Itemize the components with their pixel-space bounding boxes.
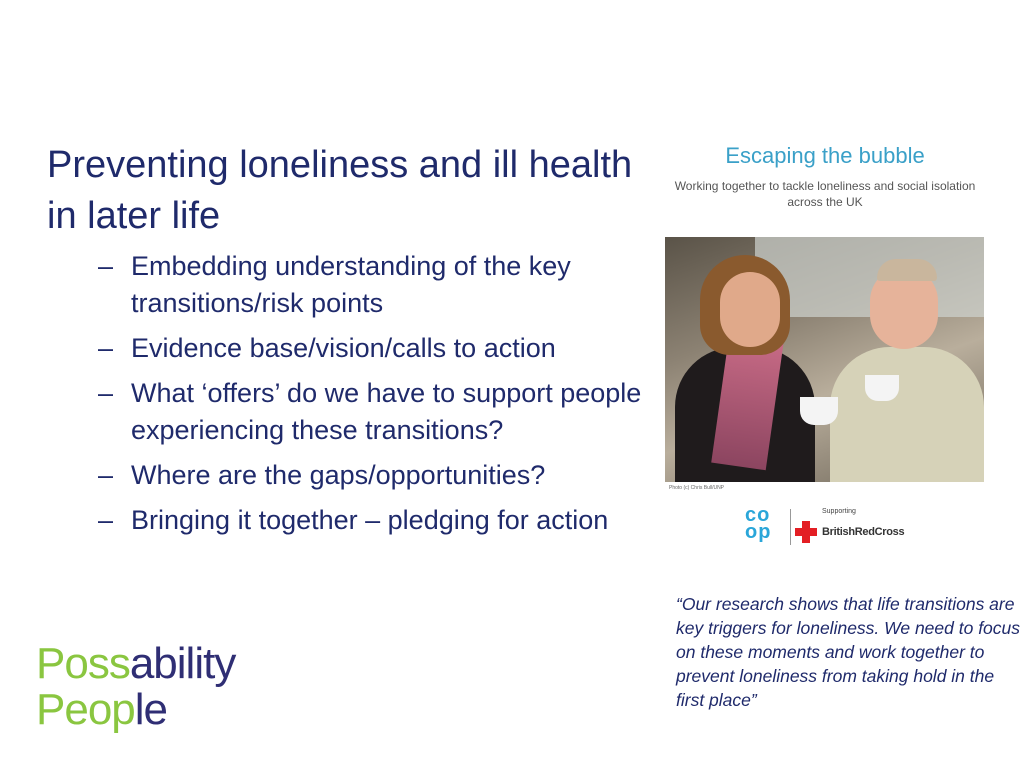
bullet-dash: – bbox=[98, 333, 114, 363]
slide-title: Preventing loneliness and ill health in later life bbox=[47, 144, 633, 237]
bullet-dash: – bbox=[98, 251, 114, 281]
coop-logo: co op bbox=[745, 504, 772, 543]
bullet-dash: – bbox=[98, 460, 114, 490]
possability-people-logo bbox=[36, 641, 235, 733]
bullet-text: Bringing it together – pledging for action bbox=[131, 505, 609, 535]
bullet-item bbox=[98, 502, 658, 539]
photo-figure bbox=[877, 259, 937, 281]
bullet-text: Where are the gaps/opportunities? bbox=[131, 460, 546, 490]
logo-text: Peop bbox=[36, 685, 135, 734]
bullet-text: What ‘offers’ do we have to support people experiencing these transitions? bbox=[131, 378, 642, 445]
logo-text: le bbox=[134, 685, 168, 734]
supporting-label: Supporting bbox=[822, 508, 856, 515]
bullet-item bbox=[98, 457, 658, 494]
report-subtitle: Working together to tackle loneliness and social isolation across the UK bbox=[674, 179, 976, 209]
report-cover-photo bbox=[665, 237, 984, 482]
bullet-item bbox=[98, 248, 658, 322]
bullet-list bbox=[98, 248, 658, 547]
teacup-icon bbox=[800, 397, 838, 425]
bullet-item bbox=[98, 330, 658, 367]
logo-divider bbox=[790, 509, 791, 545]
logo-text: Poss bbox=[36, 639, 130, 688]
bullet-item bbox=[98, 375, 658, 449]
bullet-dash: – bbox=[98, 378, 114, 408]
photo-figure bbox=[830, 347, 984, 482]
logo-text: ability bbox=[129, 639, 236, 688]
red-cross-icon bbox=[795, 521, 817, 543]
research-quote: “Our research shows that life transitions are key triggers for loneliness. We need to focus on these moments and work together to prevent loneliness from taking hold in the first place” bbox=[676, 594, 1021, 710]
british-red-cross-label: BritishRedCross bbox=[822, 526, 905, 538]
bullet-dash: – bbox=[98, 505, 114, 535]
photo-credit: Photo (c) Chris Bull/UNP bbox=[669, 485, 725, 491]
teacup-icon bbox=[865, 375, 899, 401]
report-title: Escaping the bubble bbox=[725, 143, 925, 168]
bullet-text: Embedding understanding of the key transitions/risk points bbox=[131, 251, 571, 318]
logo-line-2 bbox=[36, 687, 235, 733]
photo-figure bbox=[720, 272, 780, 347]
bullet-text: Evidence base/vision/calls to action bbox=[131, 333, 556, 363]
logo-line-1 bbox=[36, 641, 235, 687]
